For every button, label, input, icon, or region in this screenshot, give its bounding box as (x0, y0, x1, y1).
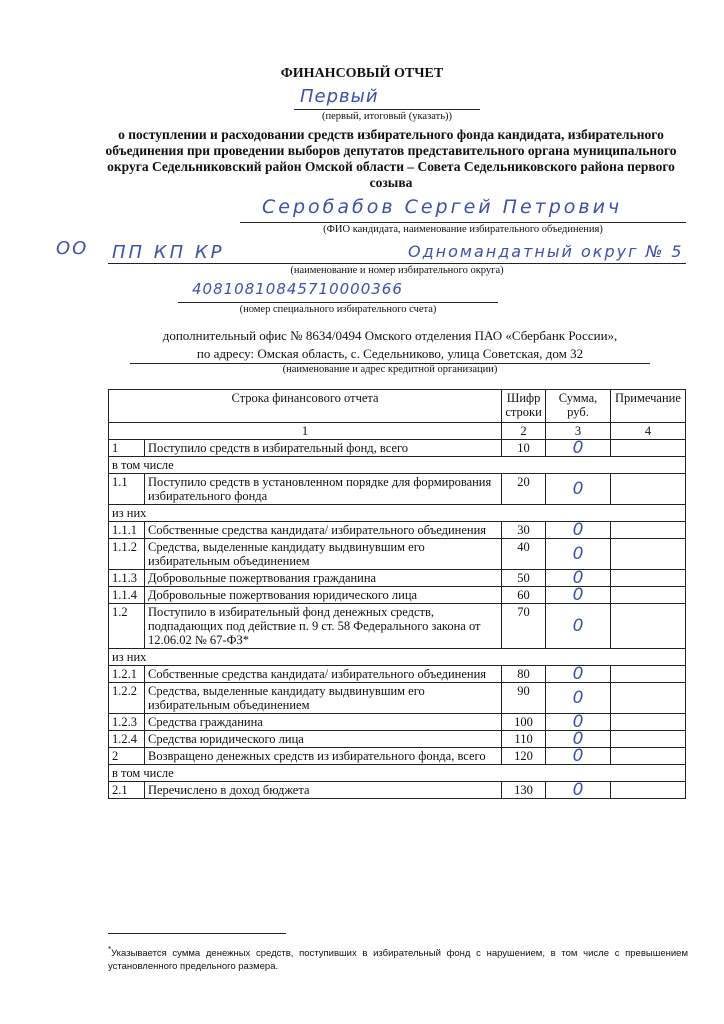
section-label: из них (109, 649, 686, 666)
report-table-body (109, 390, 686, 799)
report-type-hint: (первый, итоговый (указать)) (321, 111, 453, 122)
row-number: 2 (109, 748, 145, 765)
row-sum (546, 437, 611, 458)
row-sum (546, 663, 611, 684)
row-description: Добровольные пожертвования гражданина (144, 570, 501, 587)
row-note (610, 683, 685, 714)
table-row (109, 782, 686, 799)
table-row (109, 683, 686, 714)
row-code: 20 (502, 474, 546, 505)
row-number: 1.1.2 (109, 539, 145, 570)
party-handwritten: ПП КП КР (112, 242, 225, 263)
row-code: 70 (502, 604, 546, 649)
row-code: 130 (502, 782, 546, 799)
bank-line-2: по адресу: Омская область, с. Седельниково, улица Советская, дом 32 (196, 346, 584, 361)
row-note (610, 604, 685, 649)
row-sum (546, 584, 611, 605)
row-sum (546, 711, 611, 732)
row-number: 2.1 (109, 782, 145, 799)
row-description: Добровольные пожертвования юридического лица (144, 587, 501, 604)
sum-handwritten: 0 (572, 584, 584, 605)
table-section-row (109, 457, 686, 474)
row-note (610, 782, 685, 799)
row-number: 1.2.3 (109, 714, 145, 731)
row-note (610, 522, 685, 539)
candidate-underline (240, 222, 686, 223)
row-number: 1.2.1 (109, 666, 145, 683)
row-code: 30 (502, 522, 546, 539)
account-number-handwritten: 40810810845710000366 (192, 280, 403, 298)
row-sum (546, 779, 611, 800)
district-handwritten: Одномандатный округ № 5 (408, 242, 684, 261)
table-row (109, 748, 686, 765)
row-note (610, 587, 685, 604)
header-sum: Сумма, руб. (546, 390, 611, 423)
sum-handwritten: 0 (572, 687, 584, 708)
table-row (109, 539, 686, 570)
table-row (109, 731, 686, 748)
sum-handwritten: 0 (572, 519, 584, 540)
row-code: 80 (502, 666, 546, 683)
section-label: в том числе (109, 457, 686, 474)
table-header-row (109, 390, 686, 423)
table-section-row (109, 649, 686, 666)
row-note (610, 731, 685, 748)
row-sum (546, 728, 611, 749)
row-number: 1.2.4 (109, 731, 145, 748)
row-number: 1.1.3 (109, 570, 145, 587)
account-underline (178, 302, 498, 303)
table-section-row (109, 765, 686, 782)
row-number: 1.2 (109, 604, 145, 649)
row-sum (546, 539, 611, 570)
row-number: 1.1.4 (109, 587, 145, 604)
row-number: 1 (109, 440, 145, 457)
row-sum (546, 519, 611, 540)
table-row (109, 604, 686, 649)
row-code: 60 (502, 587, 546, 604)
section-label: в том числе (109, 765, 686, 782)
row-description: Собственные средства кандидата/ избирательного объединения (144, 522, 501, 539)
row-description: Возвращено денежных средств из избирательного фонда, всего (144, 748, 501, 765)
row-description: Поступило в избирательный фонд денежных средств, подпадающих под действие п. 9 ст. 58 Федерального закона от 12.06.02 № 67-ФЗ* (144, 604, 501, 649)
financial-report-table (108, 389, 686, 799)
row-code: 110 (502, 731, 546, 748)
row-sum (546, 745, 611, 766)
row-code: 40 (502, 539, 546, 570)
table-row (109, 666, 686, 683)
row-sum (546, 683, 611, 714)
sum-handwritten: 0 (572, 615, 584, 636)
row-sum (546, 474, 611, 505)
sum-handwritten: 0 (572, 543, 584, 564)
account-hint: (номер специального избирательного счета) (239, 304, 437, 315)
table-row (109, 474, 686, 505)
sum-handwritten: 0 (572, 478, 584, 499)
row-number: 1.1 (109, 474, 145, 505)
row-description: Собственные средства кандидата/ избирательного объединения (144, 666, 501, 683)
header-row-title: Строка финансового отчета (109, 390, 502, 423)
header-code: Шифр строки (502, 390, 546, 423)
row-note (610, 570, 685, 587)
sum-handwritten: 0 (572, 711, 584, 732)
footnote-separator (108, 933, 286, 934)
row-description: Перечислено в доход бюджета (144, 782, 501, 799)
column-number-row (109, 423, 686, 440)
header-note: Примечание (610, 390, 685, 423)
col-number-3: 3 (546, 423, 611, 440)
row-code: 120 (502, 748, 546, 765)
row-code: 10 (502, 440, 546, 457)
row-note (610, 714, 685, 731)
row-note (610, 440, 685, 457)
candidate-hint: (ФИО кандидата, наименование избирательного объединения) (323, 224, 603, 235)
report-title: ФИНАНСОВЫЙ ОТЧЕТ (280, 66, 444, 81)
district-underline (108, 263, 686, 264)
footnote-mark: * (108, 945, 112, 954)
table-row (109, 440, 686, 457)
col-number-2: 2 (502, 423, 546, 440)
section-label: из них (109, 505, 686, 522)
row-description: Средства гражданина (144, 714, 501, 731)
table-row (109, 714, 686, 731)
row-sum (546, 604, 611, 649)
bank-line-1: дополнительный офис № 8634/0494 Омского отделения ПАО «Сбербанк России», (162, 328, 618, 343)
col-number-1: 1 (109, 423, 502, 440)
table-row (109, 522, 686, 539)
sum-handwritten: 0 (572, 728, 584, 749)
row-description: Поступило средств в установленном порядке для формирования избирательного фонда (144, 474, 501, 505)
row-note (610, 474, 685, 505)
row-code: 50 (502, 570, 546, 587)
sum-handwritten: 0 (572, 437, 584, 458)
row-code: 100 (502, 714, 546, 731)
footnote-text: Указывается сумма денежных средств, поступивших в избирательный фонд с нарушением, в том числе с превышением установленного предельного размера. (108, 948, 688, 973)
report-heading: о поступлении и расходовании средств избирательного фонда кандидата, избирательного объединения при проведении выборов депутатов представительного органа муниципального округа Седельниковский район Омской области – Совета Седельниковского района первого созыва (105, 127, 677, 190)
row-note (610, 748, 685, 765)
row-code: 90 (502, 683, 546, 714)
row-note (610, 666, 685, 683)
row-sum (546, 567, 611, 588)
table-section-row (109, 505, 686, 522)
row-description: Средства, выделенные кандидату выдвинувшим его избирательным объединением (144, 683, 501, 714)
district-hint: (наименование и номер избирательного округа) (290, 265, 504, 276)
candidate-name-handwritten: Серобабов Сергей Петрович (262, 196, 623, 218)
sum-handwritten: 0 (572, 663, 584, 684)
row-note (610, 539, 685, 570)
sum-handwritten: 0 (572, 745, 584, 766)
footnote (108, 943, 688, 973)
row-number: 1.1.1 (109, 522, 145, 539)
row-description: Средства, выделенные кандидату выдвинувшим его избирательным объединением (144, 539, 501, 570)
report-type-handwritten: Первый (300, 86, 379, 107)
row-number: 1.2.2 (109, 683, 145, 714)
sum-handwritten: 0 (572, 779, 584, 800)
sum-handwritten: 0 (572, 567, 584, 588)
report-type-underline (294, 109, 480, 110)
col-number-4: 4 (610, 423, 685, 440)
district-prefix-handwritten: ОО (56, 238, 89, 259)
row-description: Поступило средств в избирательный фонд, всего (144, 440, 501, 457)
table-row (109, 570, 686, 587)
table-row (109, 587, 686, 604)
bank-hint: (наименование и адрес кредитной организации) (282, 364, 498, 375)
row-description: Средства юридического лица (144, 731, 501, 748)
